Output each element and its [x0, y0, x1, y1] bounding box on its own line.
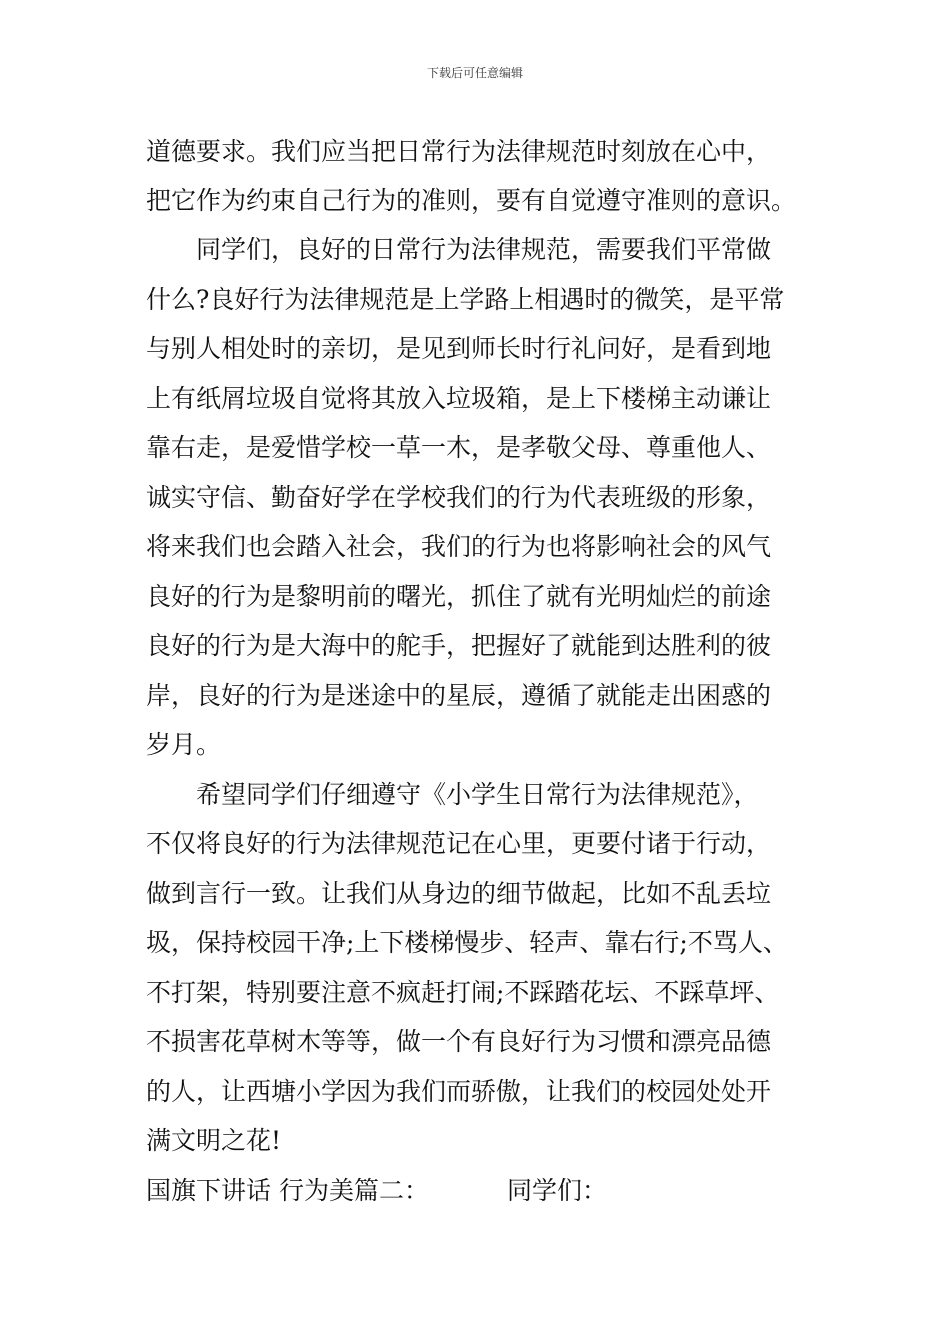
body-line: 把它作为约束自己行为的准则，要有自觉遵守准则的意识。	[146, 186, 797, 215]
body-line: 不打架，特别要注意不疯赶打闹;不踩踏花坛、不踩草坪、	[146, 978, 780, 1007]
body-line: 同学们，良好的日常行为法律规范，需要我们平常做	[146, 235, 772, 264]
body-line: 上有纸屑垃圾自觉将其放入垃圾箱，是上下楼梯主动谦让	[146, 384, 772, 413]
body-line: 岁月。	[146, 730, 222, 759]
body-line: 将来我们也会踏入社会，我们的行为也将影响社会的风气	[146, 532, 772, 561]
body-line: 良好的行为是大海中的舵手，把握好了就能到达胜利的彼	[146, 631, 772, 660]
body-line: 满文明之花!	[146, 1126, 282, 1155]
body-line: 岸，良好的行为是迷途中的星辰，遵循了就能走出困惑的	[146, 681, 772, 710]
body-line: 什么?良好行为法律规范是上学路上相遇时的微笑，是平常	[146, 285, 785, 314]
section-heading-line	[146, 1175, 607, 1207]
body-line: 道德要求。我们应当把日常行为法律规范时刻放在心中，	[146, 137, 772, 166]
body-line: 靠右走，是爱惜学校一草一木，是孝敬父母、尊重他人、	[146, 433, 772, 462]
body-line: 希望同学们仔细遵守《小学生日常行为法律规范》，	[146, 780, 759, 809]
body-line: 不仅将良好的行为法律规范记在心里，更要付诸于行动，	[146, 829, 772, 858]
body-line: 与别人相处时的亲切，是见到师长时行礼问好，是看到地	[146, 334, 772, 363]
body-line: 的人，让西塘小学因为我们而骄傲，让我们的校园处处开	[146, 1077, 772, 1106]
body-line: 圾，保持校园干净;上下楼梯慢步、轻声、靠右行;不骂人、	[146, 928, 788, 957]
page-header: 下载后可任意编辑	[426, 66, 523, 80]
body-line: 良好的行为是黎明前的曙光，抓住了就有光明灿烂的前途	[146, 582, 772, 611]
body-line: 做到言行一致。让我们从身边的细节做起，比如不乱丢垃	[146, 879, 772, 908]
greeting: 同学们：	[506, 1176, 607, 1205]
body-line: 不损害花草树木等等，做一个有良好行为习惯和漂亮品德	[146, 1027, 772, 1056]
body-line: 诚实守信、勤奋好学在学校我们的行为代表班级的形象，	[146, 483, 772, 512]
section-title: 国旗下讲话 行为美篇二：	[146, 1176, 429, 1205]
